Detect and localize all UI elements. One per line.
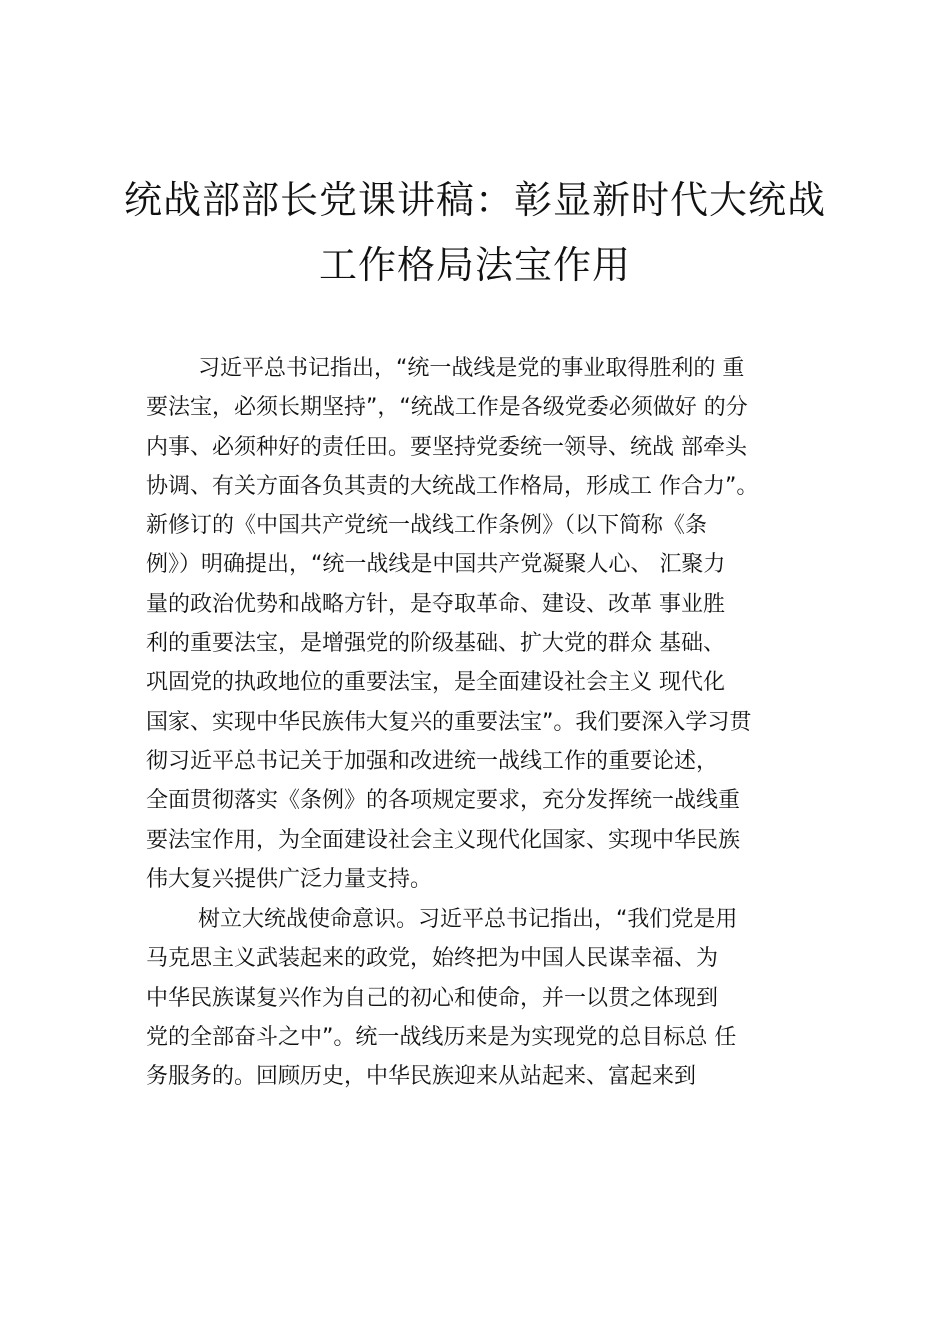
paragraph-line: 中华民族谋复兴作为自己的初心和使命，并一以贯之体现到 [146,985,719,1011]
document-title-line-2: 工作格局法宝作用 [318,243,631,287]
paragraph-line: 务服务的。回顾历史，中华民族迎来从站起来、富起来到 [146,1064,697,1090]
paragraph-line: 彻习近平总书记关于加强和改进统一战线工作的重要论述， [146,748,719,774]
document-title-line-1: 统战部部长党课讲稿：彰显新时代大统战 [123,178,826,222]
paragraph-line: 量的政治优势和战略方针，是夺取革命、建设、改革 事业胜 [146,591,725,617]
paragraph-1 [146,349,846,899]
paragraph-line: 利的重要法宝，是增强党的阶级基础、扩大党的群众 基础、 [146,631,725,657]
paragraph-line: 全面贯彻落实《条例》的各项规定要求，充分发挥统一战线重 [146,788,741,814]
paragraph-2 [146,900,846,1096]
paragraph-line: 新修订的《中国共产党统一战线工作条例》（以下简称《条 [146,513,708,539]
paragraph-line: 要法宝作用，为全面建设社会主义现代化国家、实现中华民族 [146,827,741,853]
paragraph-line: 马克思主义武装起来的政党，始终把为中国人民谋幸福、为 [146,946,719,972]
paragraph-line: 国家、实现中华民族伟大复兴的重要法宝”。我们要深入学习贯 [146,709,752,735]
paragraph-line: 党的全部奋斗之中”。统一战线历来是为实现党的总目标总 任 [146,1024,737,1050]
paragraph-line: 习近平总书记指出，“统一战线是党的事业取得胜利的 重 [198,356,745,381]
paragraph-line: 要法宝，必须长期坚持”，“统战工作是各级党委必须做好 的分 [146,395,748,421]
paragraph-line: 协调、有关方面各负其责的大统战工作格局，形成工 作合力”。 [146,473,759,499]
paragraph-line: 伟大复兴提供广泛力量支持。 [146,866,433,892]
paragraph-line: 树立大统战使命意识。习近平总书记指出，“我们党是用 [198,907,738,932]
paragraph-line: 巩固党的执政地位的重要法宝，是全面建设社会主义 现代化 [146,670,725,696]
paragraph-line: 例》）明确提出，“统一战线是中国共产党凝聚人心、 汇聚力 [146,552,726,578]
paragraph-line: 内事、必须种好的责任田。要坚持党委统一领导、统战 部牵头 [146,434,747,460]
